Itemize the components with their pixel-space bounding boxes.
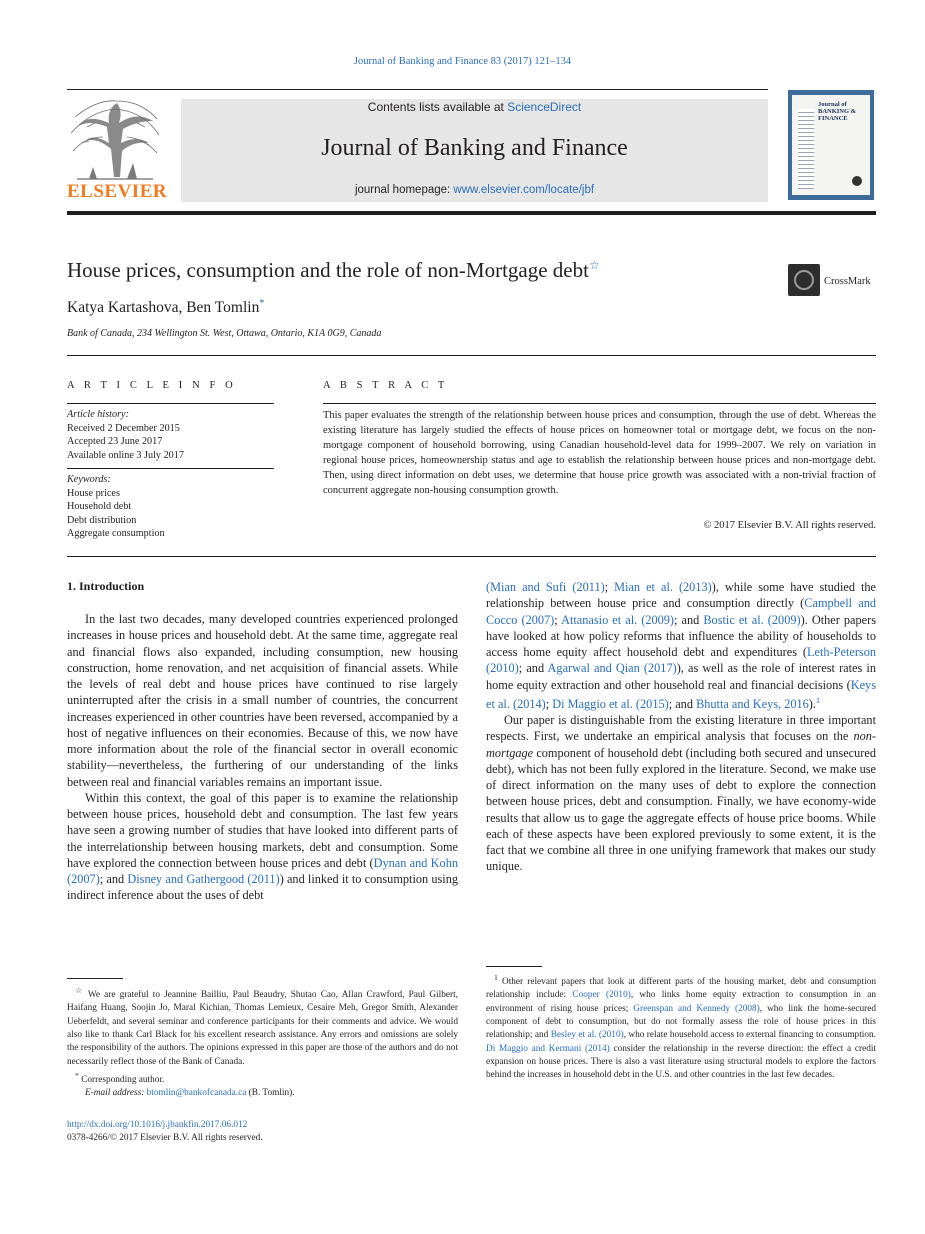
article-history bbox=[67, 408, 274, 462]
abstract-rule bbox=[323, 403, 876, 404]
keyword-item: Debt distribution bbox=[67, 514, 137, 526]
citation-link[interactable]: Bhutta and Keys, 2016 bbox=[696, 696, 809, 711]
history-online: Available online 3 July 2017 bbox=[67, 449, 184, 461]
citation-link[interactable]: Leth-Peterson (2010) bbox=[486, 645, 876, 676]
text-run: ), as well as the role of interest rates in home equity extraction and other household real and financial decisions ( bbox=[486, 661, 876, 692]
footnotes-right bbox=[486, 971, 876, 1082]
citation-link[interactable]: Bostic et al. (2009) bbox=[703, 612, 801, 627]
article-title bbox=[67, 258, 600, 283]
text-run: ; bbox=[554, 612, 562, 627]
affiliation: Bank of Canada, 234 Wellington St. West, Ottawa, Ontario, K1A 0G9, Canada bbox=[67, 328, 382, 339]
text-run: ; bbox=[604, 580, 615, 594]
citation-link[interactable]: Keys et al. (2014) bbox=[486, 677, 876, 711]
cover-emblem-icon bbox=[852, 176, 862, 186]
footnote-star-mark: ☆ bbox=[75, 986, 84, 995]
footnote-acknowledgements bbox=[67, 984, 458, 1069]
keyword-item: Household debt bbox=[67, 501, 132, 512]
footnote-1 bbox=[486, 971, 876, 1082]
article-title-text: House prices, consumption and the role of non-Mortgage debt bbox=[67, 258, 589, 282]
emphasis-non-mortgage: non-mortgage bbox=[486, 729, 876, 760]
cover-title: Journal of BANKING & FINANCE bbox=[818, 101, 857, 122]
citation-link[interactable]: Attanasio et al. (2009) bbox=[561, 612, 675, 627]
journal-title: Journal of Banking and Finance bbox=[321, 135, 628, 161]
footnote-rule-right bbox=[486, 966, 542, 967]
footnotes-left bbox=[67, 984, 458, 1101]
keyword-item: House prices bbox=[67, 487, 120, 499]
text-run: ; and bbox=[674, 612, 704, 627]
contents-prefix: Contents lists available at bbox=[367, 100, 508, 114]
section-heading-introduction: 1. Introduction bbox=[67, 579, 145, 593]
keywords bbox=[67, 473, 274, 541]
text-run: , who relate household access to external financing to consumption. bbox=[623, 1030, 876, 1041]
text-run: ; and bbox=[668, 696, 697, 711]
abstract-divider bbox=[67, 556, 876, 557]
journal-cover-page bbox=[792, 95, 870, 195]
authors-text: Katya Kartashova, Ben Tomlin bbox=[67, 299, 260, 317]
citation-link[interactable]: Mian and Sufi (2011) bbox=[490, 580, 605, 594]
citation-link[interactable]: Mian et al. (2013) bbox=[614, 580, 712, 594]
cover-contents-lines bbox=[798, 109, 814, 189]
bottom-meta bbox=[67, 1119, 263, 1146]
intro-left-column bbox=[67, 611, 458, 904]
history-label: Article history: bbox=[67, 409, 129, 420]
intro-paragraph-2 bbox=[67, 790, 458, 904]
footnote-1-number: 1 bbox=[494, 973, 498, 982]
text-run: ; bbox=[545, 696, 553, 711]
homepage-line bbox=[181, 184, 768, 196]
intro-paragraph-3 bbox=[486, 712, 876, 875]
text-run: ). Other papers have looked at how policy reforms that influence the ability of households to access home equity affect household debt and expenditures ( bbox=[486, 612, 877, 659]
journal-cover-thumbnail[interactable] bbox=[788, 90, 874, 200]
citation-link[interactable]: Greenspan and Kennedy (2008) bbox=[633, 1003, 760, 1014]
article-info-rule bbox=[67, 403, 274, 404]
text-run: ) and linked it to consumption using indirect inference about the uses of debt bbox=[67, 872, 458, 903]
keywords-label: Keywords: bbox=[67, 474, 111, 485]
citation-link[interactable]: Cooper (2010) bbox=[572, 990, 631, 1001]
homepage-link[interactable]: www.elsevier.com/locate/jbf bbox=[453, 184, 595, 196]
keywords-rule bbox=[67, 468, 274, 469]
sciencedirect-link[interactable]: ScienceDirect bbox=[507, 100, 582, 114]
history-received: Received 2 December 2015 bbox=[67, 422, 180, 434]
crossmark-icon[interactable] bbox=[788, 264, 820, 296]
header-rule bbox=[67, 89, 768, 90]
article-info-heading: A R T I C L E I N F O bbox=[67, 380, 237, 391]
authors bbox=[67, 298, 264, 317]
citation-link[interactable]: Dynan and Kohn (2007) bbox=[67, 855, 458, 886]
keyword-item: Aggregate consumption bbox=[67, 528, 165, 539]
text-run: We are grateful to Jeannine Bailliu, Paul Beaudry, Shutao Cao, Allan Crawford, Paul Gilbert, Haifang Huang, Soojin Jo, Maral Kichian, Thomas Lemieux, Cesaire Meh, Gregor Smith, Alexander Ueberfeldt, and several seminar and conference participants for their comments and advice. We would also like to thank Carl Black for his excellent research assistance. Any errors and omissions are solely the responsibility of the authors. The opinions expressed in this paper are those of the authors and do not necessarily reflect those of the Bank of Canada. bbox=[67, 990, 458, 1067]
text-run: , who link the home-secured component of debt to consumption, but do not formally assess the role of house prices in this relationship; and bbox=[486, 1003, 876, 1041]
citation-link[interactable]: Campbell and Cocco (2007) bbox=[486, 596, 876, 627]
footnote-rule-left bbox=[67, 978, 123, 979]
text-run: ). bbox=[808, 696, 816, 711]
citation-link[interactable]: Agarwal and Qian (2017) bbox=[547, 661, 677, 676]
abstract-copyright: © 2017 Elsevier B.V. All rights reserved. bbox=[703, 520, 876, 531]
text-run: ; and bbox=[518, 661, 548, 676]
title-divider bbox=[67, 355, 876, 356]
homepage-prefix: journal homepage: bbox=[354, 184, 454, 196]
title-footnote-star[interactable]: ☆ bbox=[588, 258, 600, 272]
intro-right-column bbox=[486, 579, 876, 875]
crossmark-label[interactable]: CrossMark bbox=[824, 276, 871, 287]
publisher-wordmark: ELSEVIER bbox=[67, 181, 168, 202]
text-run: ), while some have studied the relationship between house price and consumption directly ( bbox=[486, 580, 876, 611]
text-run: Corresponding author. bbox=[81, 1074, 165, 1085]
text-run: ; and bbox=[99, 872, 128, 886]
text-run: component of household debt (including both secured and unsecured debt), which has not been fully explored in the literature. Second, we make use of direct information on the many uses of debt to explore the connection between house prices, debt and consumption. Finally, we have economy-wide results that allow us to gage the aggregate effects of house price booms. While each of these aspects have been explored previously to some extent, it is the fact that we combine all three in one unifying framework that makes our study unique. bbox=[486, 745, 876, 874]
text-run: Within this context, the goal of this paper is to examine the relationship between house prices, household debt and consumption. The last few years have seen a growing number of studies that have looked into different parts of the interrelationship between housing markets, debt and consumption. Some have explored the connection between house prices and debt ( bbox=[67, 790, 458, 870]
text-run: consider the relationship in the reverse direction: the effect a credit expansion on house prices. There is also a vast literature using structural models to explore the factors behind the increases in household debt in the U.S. and other countries in the last few decades. bbox=[486, 1043, 877, 1081]
doi-link[interactable]: http://dx.doi.org/10.1016/j.jbankfin.2017.06.012 bbox=[67, 1120, 248, 1130]
text-run: (B. Tomlin). bbox=[246, 1088, 295, 1099]
history-accepted: Accepted 23 June 2017 bbox=[67, 436, 163, 447]
header-thick-rule bbox=[67, 211, 876, 215]
journal-reference-link[interactable]: Journal of Banking and Finance 83 (2017) 121–134 bbox=[353, 56, 572, 67]
corresponding-author-mark[interactable]: * bbox=[259, 298, 265, 309]
text-run: , who links home equity extraction to consumption in an environment of rising house prices; bbox=[486, 990, 877, 1014]
citation-link[interactable]: ( bbox=[486, 580, 491, 594]
abstract-text: This paper evaluates the strength of the relationship between house prices and consumption, through the use of debt. Whereas the existing literature has largely studied the effects of house prices on homeowner total or mortgage debt, we focus on the non-mortgage component of household borrowing, using Canadian household-level data for 1999–2007. We rely on variation in regional house prices, homeownership status and age to establish the relationship between house prices and non-mortgage debt. Then, using direct information on debt uses, we determine that house price growth was associated with a non-trivial fraction of concurrent aggregate non-housing consumption growth. bbox=[323, 410, 876, 496]
citation-link[interactable]: Di Maggio et al. (2015) bbox=[552, 696, 669, 711]
abstract-heading: A B S T R A C T bbox=[323, 380, 448, 391]
footnote-corresponding bbox=[67, 1069, 458, 1087]
contents-line bbox=[181, 100, 768, 114]
citation-link[interactable]: Disney and Gathergood (2011) bbox=[127, 872, 280, 886]
text-run: Other relevant papers that look at different parts of the housing market, debt and consumption relationship include: bbox=[486, 977, 877, 1001]
issn-line: 0378-4266/© 2017 Elsevier B.V. All rights reserved. bbox=[67, 1133, 263, 1144]
footnote-corr-mark: * bbox=[75, 1070, 79, 1080]
citation-link[interactable]: Besley et al. (2010) bbox=[550, 1030, 624, 1041]
footnote-1-mark[interactable]: 1 bbox=[815, 695, 820, 705]
citation-link[interactable]: Di Maggio and Kermani (2014) bbox=[486, 1043, 610, 1054]
intro-paragraph-2-cont bbox=[486, 579, 876, 712]
email-link[interactable]: btomlin@bankofcanada.ca bbox=[146, 1088, 247, 1099]
email-label: E-mail address: bbox=[85, 1088, 147, 1099]
text-run: Our paper is distinguishable from the existing literature in three important respects. First, we undertake an empirical analysis that focuses on the bbox=[486, 713, 876, 744]
footnote-email bbox=[67, 1087, 458, 1100]
intro-paragraph-1: In the last two decades, many developed countries experienced prolonged increases in house prices and household debt. At the same time, aggregate real and financial flows also expanded, including consumption, new housing construction, home renovation, and net acquisition of financial assets. While the levels of real debt and house prices have continued to rise largely uninterrupted after the crisis in a small number of countries, the concurrent increases experienced in other countries have been reversed, accompanied by a host of negative influences on their economies. Because of this, we now have more information about the role of the financial sector in overall economic stability—nevertheless, the furthering of our understanding of the links between real and financial variables remains an important issue. bbox=[67, 612, 458, 789]
